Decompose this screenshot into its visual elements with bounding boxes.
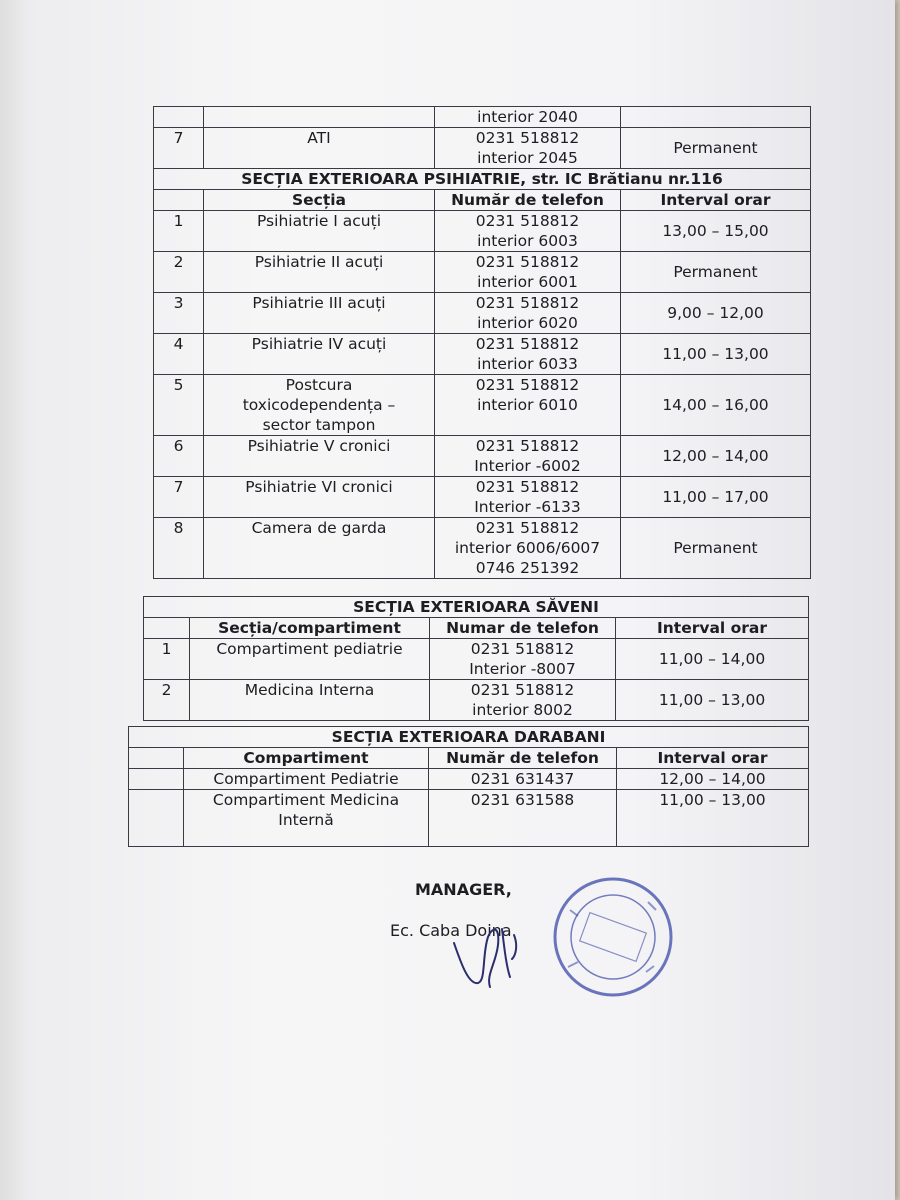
table-row (154, 211, 811, 252)
saveni-table (143, 596, 809, 721)
table-row (154, 518, 811, 579)
phone-cell (435, 375, 621, 436)
phone-cell (435, 252, 621, 293)
header-interval: Interval orar (617, 748, 809, 769)
cell-line: 0231 518812 (470, 681, 575, 699)
cell-line: interior 6010 (477, 396, 578, 414)
cell-line: 0231 518812 (475, 212, 580, 230)
cell-line: Psihiatrie IV acuți (251, 335, 387, 353)
section-title: SECȚIA EXTERIOARA DARABANI (129, 727, 809, 748)
interval-cell: 11,00 – 14,00 (616, 639, 809, 680)
header-sectia: Compartiment (184, 748, 429, 769)
section-title: SECȚIA EXTERIOARA SĂVENI (144, 597, 809, 618)
table-row (154, 293, 811, 334)
section-name (204, 252, 435, 293)
cell-line: Compartiment Pediatrie (213, 770, 399, 788)
phone-cell (435, 211, 621, 252)
cell-line: 0231 518812 (470, 640, 575, 658)
cell-line: Interior -8007 (469, 660, 576, 678)
interval-cell: 9,00 – 12,00 (621, 293, 811, 334)
table-row (154, 477, 811, 518)
header-row (144, 618, 809, 639)
row-number (154, 107, 204, 128)
header-nr (129, 748, 184, 769)
cell-line: interior 8002 (472, 701, 573, 719)
section-name (204, 477, 435, 518)
phone-cell: 0231 631437 (429, 769, 617, 790)
cell-line: interior 6006/6007 (454, 539, 601, 557)
section-name (204, 436, 435, 477)
interval-cell: 12,00 – 14,00 (621, 436, 811, 477)
official-stamp (548, 872, 678, 1002)
table-row (144, 639, 809, 680)
header-nr (154, 190, 204, 211)
cell-line: Psihiatrie II acuți (254, 253, 384, 271)
cell-line: Psihiatrie I acuți (256, 212, 382, 230)
table-row (154, 252, 811, 293)
darabani-table (128, 726, 809, 847)
header-interval: Interval orar (616, 618, 809, 639)
phone-cell (435, 293, 621, 334)
table-row (144, 680, 809, 721)
section-name (204, 334, 435, 375)
interval-cell: Permanent (621, 518, 811, 579)
cell-line: 0746 251392 (475, 559, 580, 577)
cell-line: 0231 518812 (475, 478, 580, 496)
cell-line: Camera de garda (251, 519, 387, 537)
section-name: Medicina Interna (190, 680, 430, 721)
phone-line: 0231 518812 (475, 129, 580, 147)
row-number: 8 (154, 518, 204, 579)
cell-line: toxicodependența – (242, 396, 396, 414)
row-number: 1 (154, 211, 204, 252)
section-name (204, 211, 435, 252)
phone-line: interior 2045 (477, 149, 578, 167)
section-title-row (154, 169, 811, 190)
cell-line: 0231 518812 (475, 519, 580, 537)
cell-line: sector tampon (262, 416, 376, 434)
table-row (154, 107, 811, 128)
interval-cell: 11,00 – 17,00 (621, 477, 811, 518)
phone-cell (435, 477, 621, 518)
interval-cell: 11,00 – 13,00 (617, 790, 809, 847)
row-number (129, 790, 184, 847)
header-sectia: Secția (204, 190, 435, 211)
phone-cell (435, 334, 621, 375)
phone-line: interior 2040 (477, 108, 578, 126)
interval-cell (621, 107, 811, 128)
section-name (204, 375, 435, 436)
cell-line: 0231 518812 (475, 376, 580, 394)
interval-cell: 14,00 – 16,00 (621, 375, 811, 436)
handwritten-signature (440, 915, 530, 995)
cell-line: 0231 518812 (475, 335, 580, 353)
header-interval: Interval orar (621, 190, 811, 211)
cell-line: 0231 518812 (475, 437, 580, 455)
phone-cell: 0231 631588 (429, 790, 617, 847)
cell-line: 0231 518812 (475, 294, 580, 312)
cell-line: Psihiatrie V cronici (247, 437, 391, 455)
cell-line: interior 6033 (477, 355, 578, 373)
section-name (204, 107, 435, 128)
cell-line: interior 6001 (477, 273, 578, 291)
row-number: 1 (144, 639, 190, 680)
phone-cell (430, 639, 616, 680)
phone-cell (435, 518, 621, 579)
header-sectia: Secția/compartiment (190, 618, 430, 639)
cell-line: interior 6003 (477, 232, 578, 250)
row-number: 6 (154, 436, 204, 477)
section-name (204, 518, 435, 579)
row-number: 4 (154, 334, 204, 375)
section-name (184, 769, 429, 790)
row-number: 2 (154, 252, 204, 293)
row-number: 3 (154, 293, 204, 334)
section-name: ATI (204, 128, 435, 169)
row-number: 2 (144, 680, 190, 721)
cell-line: Interior -6133 (474, 498, 581, 516)
cell-line: 0231 518812 (475, 253, 580, 271)
psihiatrie-table (153, 106, 811, 579)
interval-cell: 13,00 – 15,00 (621, 211, 811, 252)
interval-cell: Permanent (621, 252, 811, 293)
row-number (129, 769, 184, 790)
cell-line: interior 6020 (477, 314, 578, 332)
header-phone: Număr de telefon (435, 190, 621, 211)
cell-line: Interior -6002 (474, 457, 581, 475)
cell-line: Postcura (285, 376, 353, 394)
table-row (154, 375, 811, 436)
section-name: Compartiment pediatrie (190, 639, 430, 680)
cell-line: Psihiatrie III acuți (252, 294, 386, 312)
cell-line: Psihiatrie VI cronici (245, 478, 393, 496)
table-row (154, 436, 811, 477)
manager-title: MANAGER, (415, 880, 512, 899)
section-title-row (144, 597, 809, 618)
phone-cell (435, 107, 621, 128)
header-phone: Numar de telefon (430, 618, 616, 639)
signer-name: Ec. Caba Doina (390, 921, 512, 940)
table-row (154, 128, 811, 169)
cell-line: Compartiment Medicina (212, 791, 400, 809)
interval-cell: 12,00 – 14,00 (617, 769, 809, 790)
row-number: 7 (154, 128, 204, 169)
table-row (129, 769, 809, 790)
phone-cell (435, 128, 621, 169)
header-row (154, 190, 811, 211)
header-row (129, 748, 809, 769)
interval-cell: Permanent (621, 128, 811, 169)
interval-cell: 11,00 – 13,00 (616, 680, 809, 721)
interval-cell: 11,00 – 13,00 (621, 334, 811, 375)
header-phone: Număr de telefon (429, 748, 617, 769)
row-number: 5 (154, 375, 204, 436)
section-name (204, 293, 435, 334)
section-title: SECȚIA EXTERIOARA PSIHIATRIE, str. IC Brătianu nr.116 (154, 169, 811, 190)
table-row (154, 334, 811, 375)
paper-edge (0, 0, 30, 1200)
phone-cell (435, 436, 621, 477)
section-name (184, 790, 429, 847)
row-number: 7 (154, 477, 204, 518)
header-nr (144, 618, 190, 639)
phone-cell (430, 680, 616, 721)
section-title-row (129, 727, 809, 748)
table-row (129, 790, 809, 847)
cell-line: Internă (278, 811, 334, 829)
